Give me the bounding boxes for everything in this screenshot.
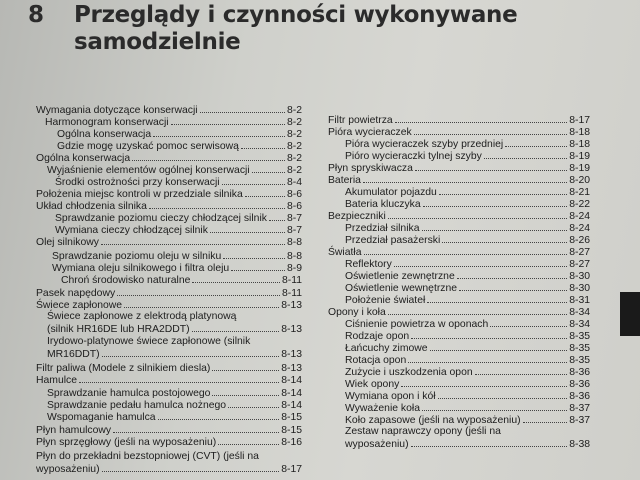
leader-dots: [241, 140, 285, 149]
toc-entry: Przedział pasażerski 8-26: [345, 235, 590, 246]
chapter-tab-marker: [620, 292, 640, 336]
leader-dots: [101, 236, 285, 245]
leader-dots: [210, 224, 285, 233]
leader-dots: [102, 348, 280, 357]
leader-dots: [411, 330, 567, 339]
toc-entry: Olej silnikowy 8-8: [36, 237, 302, 248]
toc-entry: Wymiana cieczy chłodzącej silnik 8-7: [55, 225, 302, 236]
toc-entry: Płyn spryskiwacza 8-19: [328, 163, 590, 174]
toc-entry: Wiek opony 8-36: [345, 379, 590, 390]
toc-entry: Filtr powietrza 8-17: [328, 115, 590, 126]
toc-entry: Gdzie mogę uzyskać pomoc serwisową 8-2: [57, 141, 302, 152]
leader-dots: [490, 318, 567, 327]
leader-dots: [269, 212, 285, 221]
leader-dots: [423, 198, 568, 207]
toc-entry: Pióra wycieraczek 8-18: [328, 127, 590, 138]
leader-dots: [124, 299, 279, 308]
toc-entry: Płyn do przekładni bezstopniowej (CVT) (jeśli na wyposażeniu) 8-17: [36, 451, 302, 475]
chapter-title-line-2: samodzielnie: [74, 29, 241, 55]
toc-entry: Przedział silnika 8-24: [345, 223, 590, 234]
leader-dots: [149, 200, 285, 209]
toc-entry: Światła 8-27: [328, 247, 590, 258]
toc-entry: Oświetlenie wewnętrzne 8-30: [345, 283, 590, 294]
leader-dots: [231, 262, 285, 271]
toc-entry: Położenia miejsc kontroli w przedziale silnika 8-6: [36, 189, 302, 200]
toc-entry: Świece zapłonowe 8-13: [36, 300, 302, 311]
leader-dots: [228, 399, 279, 408]
toc-entry: Wymagania dotyczące konserwacji 8-2: [36, 105, 302, 116]
leader-dots: [505, 138, 567, 147]
toc-entry: Sprawdzanie pedału hamulca nożnego 8-14: [47, 400, 302, 411]
toc-entry: Zestaw naprawczy opony (jeśli na wyposażeniu) 8-38: [345, 426, 590, 450]
leader-dots: [459, 282, 567, 291]
toc-entry: Akumulator pojazdu 8-21: [345, 187, 590, 198]
toc-entry: Irydowo-platynowe świece zapłonowe (silnik MR16DDT) 8-13: [47, 336, 302, 360]
leader-dots: [102, 463, 280, 472]
toc-entry: Sprawdzanie poziomu oleju w silniku 8-8: [52, 251, 302, 262]
toc-entry: Środki ostrożności przy konserwacji 8-4: [55, 177, 302, 188]
toc-entry: Zużycie i uszkodzenia opon 8-36: [345, 367, 590, 378]
leader-dots: [79, 374, 279, 383]
leader-dots: [132, 152, 285, 161]
leader-dots: [218, 436, 279, 445]
toc-entry: Sprawdzanie hamulca postojowego 8-14: [47, 388, 302, 399]
leader-dots: [457, 270, 567, 279]
leader-dots: [192, 274, 280, 283]
leader-dots: [222, 176, 285, 185]
chapter-title-line-1: Przeglądy i czynności wykonywane: [74, 2, 518, 28]
leader-dots: [192, 323, 280, 332]
chapter-number: 8: [28, 2, 44, 28]
leader-dots: [415, 162, 567, 171]
toc-entry: Filtr paliwa (Modele z silnikiem diesla) 8-13: [36, 363, 302, 374]
leader-dots: [438, 390, 568, 399]
leader-dots: [212, 387, 279, 396]
leader-dots: [408, 354, 567, 363]
leader-dots: [422, 222, 568, 231]
leader-dots: [171, 116, 285, 125]
toc-entry: Położenie świateł 8-31: [345, 295, 590, 306]
toc-entry: Rodzaje opon 8-35: [345, 331, 590, 342]
leader-dots: [411, 438, 568, 447]
toc-entry: Hamulce 8-14: [36, 375, 302, 386]
toc-entry: Pióra wycieraczek szyby przedniej 8-18: [345, 139, 590, 150]
toc-entry: Reflektory 8-27: [345, 259, 590, 270]
toc-entry: Wymiana oleju silnikowego i filtra oleju 8-9: [52, 263, 302, 274]
leader-dots: [223, 250, 285, 259]
toc-entry: Opony i koła 8-34: [328, 307, 590, 318]
leader-dots: [422, 402, 567, 411]
leader-dots: [388, 210, 567, 219]
leader-dots: [113, 424, 279, 433]
leader-dots: [394, 258, 567, 267]
leader-dots: [442, 234, 567, 243]
leader-dots: [388, 306, 567, 315]
leader-dots: [401, 378, 567, 387]
leader-dots: [430, 342, 568, 351]
toc-entry: Ogólna konserwacja 8-2: [36, 153, 302, 164]
toc-entry: Płyn sprzęgłowy (jeśli na wyposażeniu) 8-16: [36, 437, 302, 448]
toc-entry: Bateria 8-20: [328, 175, 590, 186]
toc-entry: Harmonogram konserwacji 8-2: [45, 117, 302, 128]
toc-entry: Rotacja opon 8-35: [345, 355, 590, 366]
toc-entry: Wspomaganie hamulca 8-15: [47, 412, 302, 423]
leader-dots: [364, 246, 568, 255]
toc-entry: Wyważenie koła 8-37: [345, 403, 590, 414]
toc-entry: Płyn hamulcowy 8-15: [36, 425, 302, 436]
toc-entry: Chroń środowisko naturalne 8-11: [61, 275, 302, 286]
leader-dots: [414, 126, 567, 135]
leader-dots: [484, 150, 567, 159]
leader-dots: [395, 114, 568, 123]
toc-entry: Oświetlenie zewnętrzne 8-30: [345, 271, 590, 282]
leader-dots: [475, 366, 568, 375]
toc-entry: Wymiana opon i kół 8-36: [345, 391, 590, 402]
leader-dots: [363, 174, 567, 183]
toc-entry: Pióro wycieraczki tylnej szyby 8-19: [345, 151, 590, 162]
toc-entry: Sprawdzanie poziomu cieczy chłodzącej silnik 8-7: [55, 213, 302, 224]
toc-entry: Świece zapłonowe z elektrodą platynową (silnik HR16DE lub HRA2DDT) 8-13: [47, 311, 302, 335]
leader-dots: [117, 287, 280, 296]
toc-entry: Łańcuchy zimowe 8-35: [345, 343, 590, 354]
chapter-heading: [28, 2, 588, 56]
leader-dots: [158, 411, 280, 420]
toc-entry: Koło zapasowe (jeśli na wyposażeniu) 8-37: [345, 415, 590, 426]
leader-dots: [153, 128, 285, 137]
toc-entry: Bezpieczniki 8-24: [328, 211, 590, 222]
toc-entry: Układ chłodzenia silnika 8-6: [36, 201, 302, 212]
leader-dots: [439, 186, 567, 195]
leader-dots: [200, 104, 285, 113]
leader-dots: [252, 164, 285, 173]
leader-dots: [523, 414, 568, 423]
toc-entry: Bateria kluczyka 8-22: [345, 199, 590, 210]
toc-entry: Wyjaśnienie elementów ogólnej konserwacji 8-2: [47, 165, 302, 176]
leader-dots: [212, 362, 279, 371]
toc-entry: Pasek napędowy 8-11: [36, 288, 302, 299]
leader-dots: [245, 188, 285, 197]
leader-dots: [427, 294, 567, 303]
toc-entry: Ogólna konserwacja 8-2: [57, 129, 302, 140]
toc-entry: Ciśnienie powietrza w oponach 8-34: [345, 319, 590, 330]
